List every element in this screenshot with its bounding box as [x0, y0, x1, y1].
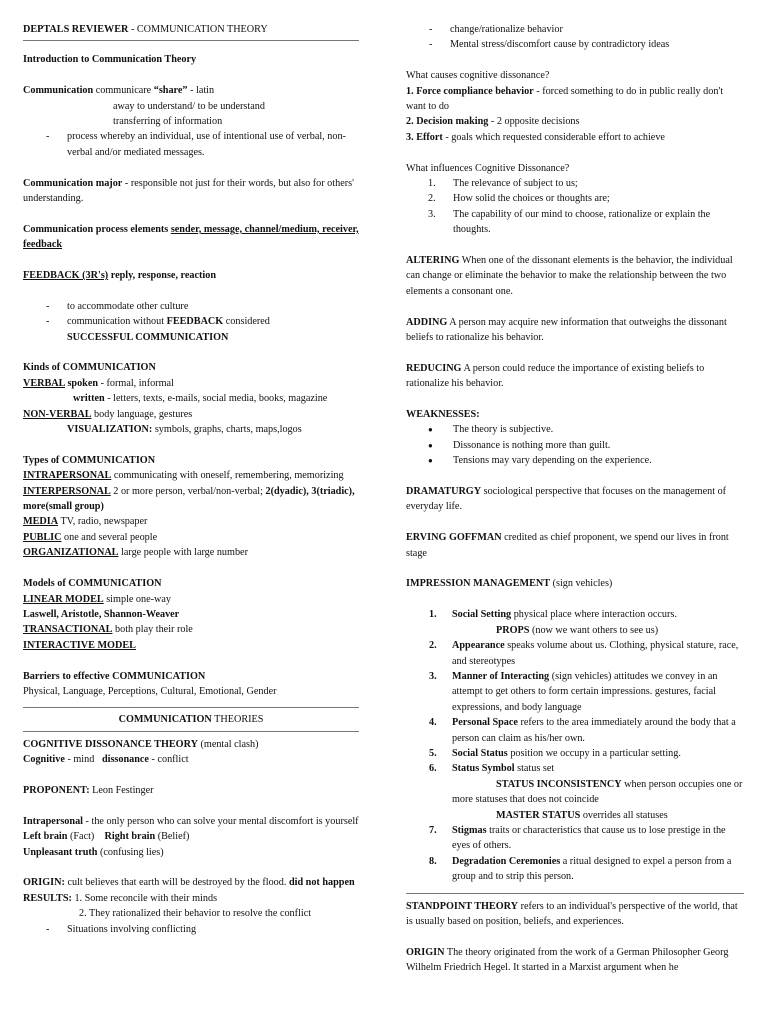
sub-item — [406, 777, 744, 808]
definition-text: refers to the area immediately around the body that a person can claim as his/her own. — [452, 717, 736, 744]
list-item — [406, 715, 744, 746]
term: INTERPERSONAL — [23, 485, 111, 497]
definition-text: A person could reduce the importance of existing beliefs to rationalize his behavior. — [406, 362, 705, 390]
term: LINEAR MODEL — [23, 593, 104, 605]
term: PROPONENT: — [23, 784, 90, 796]
definition-text: (Fact) — [67, 831, 105, 843]
list-number: 3. — [429, 670, 437, 682]
bullet-item: ● The theory is subjective. — [406, 422, 744, 437]
term: Communication process elements — [23, 223, 171, 235]
page-header — [23, 22, 359, 37]
sub-item — [406, 623, 744, 638]
term: Intrapersonal — [23, 815, 83, 827]
question: What causes cognitive dissonance? — [406, 70, 550, 82]
definition-text: (mental clash) — [197, 738, 259, 750]
definition-text: cult believes that earth will be destroyed by the flood. — [64, 877, 289, 889]
definition-text: a ritual designed to expel a person from a group and to strip this person. — [452, 855, 732, 883]
list-number: 1. — [428, 178, 436, 190]
term: ALTERING — [406, 255, 460, 267]
list-number: 5. — [429, 747, 437, 759]
definition-text: 2 or more person, verbal/non-verbal; — [110, 485, 266, 497]
definition — [23, 514, 359, 529]
bullet-item: ● Dissonance is nothing more than guilt. — [406, 438, 744, 453]
definition-text: status set — [514, 763, 555, 775]
definition-text: - latin — [187, 85, 215, 97]
list-text: How solid the choices or thoughts are; — [453, 193, 610, 205]
term: 2. Decision making — [406, 116, 489, 128]
definition — [406, 530, 744, 561]
definition-text: 1. Some reconcile with their minds — [71, 892, 218, 904]
definition — [23, 875, 359, 890]
definition — [23, 737, 359, 752]
definition — [406, 114, 744, 129]
term: did not happen — [288, 877, 355, 889]
definition — [23, 484, 359, 515]
heading-text: THEORIES — [211, 714, 264, 726]
definition-text: - formal, informal — [98, 377, 174, 389]
definition-text: credited as chief proponent, we spend our lives in front stage — [406, 532, 729, 559]
term: Right brain — [104, 831, 156, 843]
definition-text: both play their role — [112, 624, 193, 636]
term: 3. Effort — [406, 131, 443, 143]
list-item — [406, 854, 744, 885]
definition-text: large people with large number — [118, 547, 248, 559]
definition — [23, 222, 359, 253]
definition-text: When one of the dissonant elements is the behavior, the individual can change or eliminate the behavior to make the relationship between the two elements a consonant one. — [406, 255, 733, 297]
term: STANDPOINT THEORY — [406, 900, 519, 912]
list-item — [406, 191, 744, 206]
definition — [406, 315, 744, 346]
definition-text: communicare — [93, 85, 154, 97]
term: Manner of Interacting — [452, 670, 550, 682]
definition — [406, 130, 744, 145]
definition — [406, 484, 744, 515]
dash-item: - process whereby an individual, use of intentional use of verbal, non-verbal and/or mediated messages. — [23, 129, 359, 160]
definition-text: A person may acquire new information that outweighs the dissonant beliefs to rationalize his behavior. — [406, 316, 727, 344]
dash-item: - to accommodate other culture — [23, 299, 359, 314]
definition-line: away to understand/ to be understand — [113, 100, 265, 112]
divider — [23, 731, 359, 732]
definition — [23, 829, 359, 844]
list-number: 6. — [429, 763, 437, 775]
definition-text: symbols, graphs, charts, maps,logos — [152, 424, 302, 436]
definition — [23, 592, 359, 607]
term: Stigmas — [452, 824, 487, 836]
term: DRAMATURGY — [406, 486, 482, 498]
dash-item: - change/rationalize behavior — [406, 22, 744, 37]
term: spoken — [64, 377, 99, 389]
definition — [406, 576, 744, 591]
term: Social Setting — [452, 609, 512, 621]
term: MASTER STATUS — [496, 809, 581, 821]
heading-text: COMMUNICATION — [61, 454, 156, 466]
definition — [23, 783, 359, 798]
term: reply, response, reaction — [108, 270, 217, 282]
definition-text: body language, gestures — [91, 408, 193, 420]
heading-text: COMMUNICATION — [112, 670, 206, 682]
definition-text: overrides all statuses — [580, 809, 668, 821]
definition — [23, 407, 359, 422]
definition — [23, 752, 359, 767]
term: FEEDBACK — [166, 316, 224, 328]
section-heading — [23, 669, 359, 684]
term: PROPS — [496, 624, 530, 636]
definition — [406, 253, 744, 299]
definition-text: (confusing lies) — [97, 846, 164, 858]
term: “share” — [153, 85, 188, 97]
term: Personal Space — [452, 717, 518, 729]
list-item — [406, 176, 744, 191]
definition — [23, 83, 359, 98]
definition-text: communication without — [67, 316, 167, 328]
question: What influences Cognitive Dissonance? — [406, 162, 570, 174]
sub-item — [406, 808, 744, 823]
section-heading — [23, 360, 359, 375]
term: Appearance — [452, 640, 505, 652]
definition: Physical, Language, Perceptions, Cultural, Emotional, Gender — [23, 685, 277, 697]
list-item — [406, 823, 744, 854]
definition-text: - 2 opposite decisions — [488, 116, 580, 128]
list-item — [406, 207, 744, 238]
definition — [23, 176, 359, 207]
term: Status Symbol — [452, 763, 515, 775]
section-heading: WEAKNESSES: — [406, 409, 480, 421]
definition-text: (sign vehicles) attitudes we convey in an attempt to get others to form certain impressions. gestures, facial expressions, and body language — [452, 670, 718, 713]
definition-text: - conflict — [148, 754, 189, 766]
term: ADDING — [406, 316, 448, 328]
definition — [23, 468, 359, 483]
definition-text: one and several people — [61, 531, 158, 543]
right-column — [406, 22, 744, 976]
list-number: 2. — [429, 640, 437, 652]
heading-text: COMMUNICATION — [68, 578, 162, 590]
term: 2(dyadic), 3(triadic), more(small group) — [23, 485, 355, 513]
term: ORIGIN — [406, 946, 445, 958]
term: VERBAL — [23, 377, 65, 389]
bullet-item: ● Tensions may vary depending on the experience. — [406, 453, 744, 468]
definition-text: when person occupies one or more statuses that does not coincide — [452, 778, 743, 806]
list-number: 3. — [428, 208, 436, 220]
term: Communication — [23, 85, 94, 97]
list-item — [406, 607, 744, 622]
definition-text: considered — [223, 316, 270, 328]
definition — [23, 530, 359, 545]
list-number: 1. — [429, 609, 437, 621]
definition — [23, 845, 359, 860]
definition-text: The theory originated from the work of a German Philosopher Georg Wilhelm Friedrich Hegel. It started in a Marxist argument when he — [406, 946, 729, 974]
term: FEEDBACK (3R's) — [23, 270, 109, 282]
definition-text: Leon Festinger — [89, 784, 154, 796]
dash-item: - Situations involving conflicting — [23, 922, 359, 937]
term: PUBLIC — [23, 531, 62, 543]
list-number: 2. — [428, 193, 436, 205]
definition-text: (now we want others to see us) — [529, 624, 659, 636]
heading-text: COMMUNICATION — [62, 362, 156, 374]
left-column — [23, 22, 359, 937]
term: ORIGIN: — [23, 877, 65, 889]
divider — [406, 893, 744, 894]
term: SUCCESSFUL COMMUNICATION — [67, 331, 229, 343]
definition — [406, 84, 744, 115]
list-item — [406, 638, 744, 669]
list-item — [406, 746, 744, 761]
heading-text: COMMUNICATION — [118, 714, 212, 726]
divider — [23, 707, 359, 708]
definition — [406, 361, 744, 392]
term: Unpleasant truth — [23, 846, 98, 858]
definition-line: transferring of information — [113, 116, 223, 128]
list-number: 8. — [429, 855, 437, 867]
definition — [23, 622, 359, 637]
definition — [23, 891, 359, 906]
list-item — [406, 761, 744, 776]
definition-text: speaks volume about us. Clothing, physical stature, race, and stereotypes — [452, 640, 739, 667]
term: Communication major — [23, 177, 123, 189]
definition — [406, 899, 744, 930]
list-number: 4. — [429, 717, 437, 729]
term: COGNITIVE DISSONANCE THEORY — [23, 738, 198, 750]
list-number: 7. — [429, 824, 437, 836]
document-subtitle: COMMUNICATION THEORY — [136, 24, 268, 35]
list-text: The capability of our mind to choose, rationalize or explain the thoughts. — [453, 208, 711, 236]
term: Degradation Ceremonies — [452, 855, 561, 867]
document-title: DEPTALS REVIEWER — [23, 24, 129, 35]
definition-text: communicating with oneself, remembering, memorizing — [111, 470, 344, 482]
definition-text: refers to an individual's perspective of the world, that is usually based on position, beliefs, and experiences. — [406, 900, 738, 927]
definition — [23, 422, 359, 437]
definition-text: sociological perspective that focuses on the management of everyday life. — [406, 486, 727, 513]
definition-text: (Belief) — [155, 831, 190, 843]
term: sender, message, channel/medium, receiver, feedback — [23, 223, 359, 251]
term: STATUS INCONSISTENCY — [496, 778, 622, 790]
definition — [23, 545, 359, 560]
definition: INTERACTIVE MODEL — [23, 639, 136, 651]
list-text: The relevance of subject to us; — [453, 178, 578, 190]
section-heading — [23, 453, 359, 468]
definition — [23, 376, 359, 391]
definition — [23, 814, 359, 829]
dash-item — [23, 314, 359, 345]
definition-text: - mind — [64, 754, 102, 766]
definition-text: - the only person who can solve your mental discomfort is yourself — [83, 815, 359, 827]
term: IMPRESSION MANAGEMENT — [406, 578, 551, 590]
term: Social Status — [452, 747, 508, 759]
definition — [23, 268, 359, 283]
definition-text: position we occupy in a particular setting. — [507, 747, 681, 759]
definition-line: 2. They rationalized their behavior to resolve the conflict — [79, 908, 312, 920]
list-item — [406, 669, 744, 715]
section-heading: Introduction to Communication Theory — [23, 54, 197, 66]
heading-text: Kinds of — [23, 362, 63, 374]
term: written — [73, 393, 105, 405]
heading-text: Types of — [23, 454, 62, 466]
term: ORGANIZATIONAL — [23, 547, 119, 559]
definition-text: - goals which requested considerable effort to achieve — [442, 131, 665, 143]
term: Left brain — [23, 831, 68, 843]
term: dissonance — [101, 754, 149, 766]
section-title — [23, 712, 359, 727]
divider — [23, 40, 359, 41]
definition-text: physical place where interaction occurs. — [511, 609, 677, 621]
term: TRANSACTIONAL — [23, 624, 113, 636]
term: RESULTS: — [23, 892, 72, 904]
definition: Laswell, Aristotle, Shannon-Weaver — [23, 608, 180, 620]
term: INTRAPERSONAL — [23, 470, 112, 482]
term: 1. Force compliance behavior — [406, 85, 534, 97]
definition-text: - responsible not just for their words, but also for others' understanding. — [23, 177, 354, 205]
term: Cognitive — [23, 754, 65, 766]
definition-text: (sign vehicles) — [550, 578, 613, 590]
term: NON-VERBAL — [23, 408, 92, 420]
definition-text: - letters, texts, e-mails, social media, books, magazine — [104, 393, 328, 405]
term: VISUALIZATION: — [67, 424, 153, 436]
dash-item: - Mental stress/discomfort cause by contradictory ideas — [406, 37, 744, 52]
title-separator: - — [128, 24, 137, 35]
section-heading — [23, 576, 359, 591]
term: REDUCING — [406, 362, 462, 374]
definition — [406, 945, 744, 976]
definition-text: TV, radio, newspaper — [58, 516, 148, 528]
term: MEDIA — [23, 516, 59, 528]
heading-text: Models of — [23, 578, 69, 590]
definition-text: traits or characteristics that cause us to lose prestige in the eyes of others. — [452, 824, 726, 852]
heading-text: Barriers to effective — [23, 670, 113, 682]
term: ERVING GOFFMAN — [406, 532, 502, 544]
definition-text: simple one-way — [103, 593, 172, 605]
definition — [23, 391, 359, 406]
definition-text: - forced something to do in public really don't want to do — [406, 85, 724, 113]
